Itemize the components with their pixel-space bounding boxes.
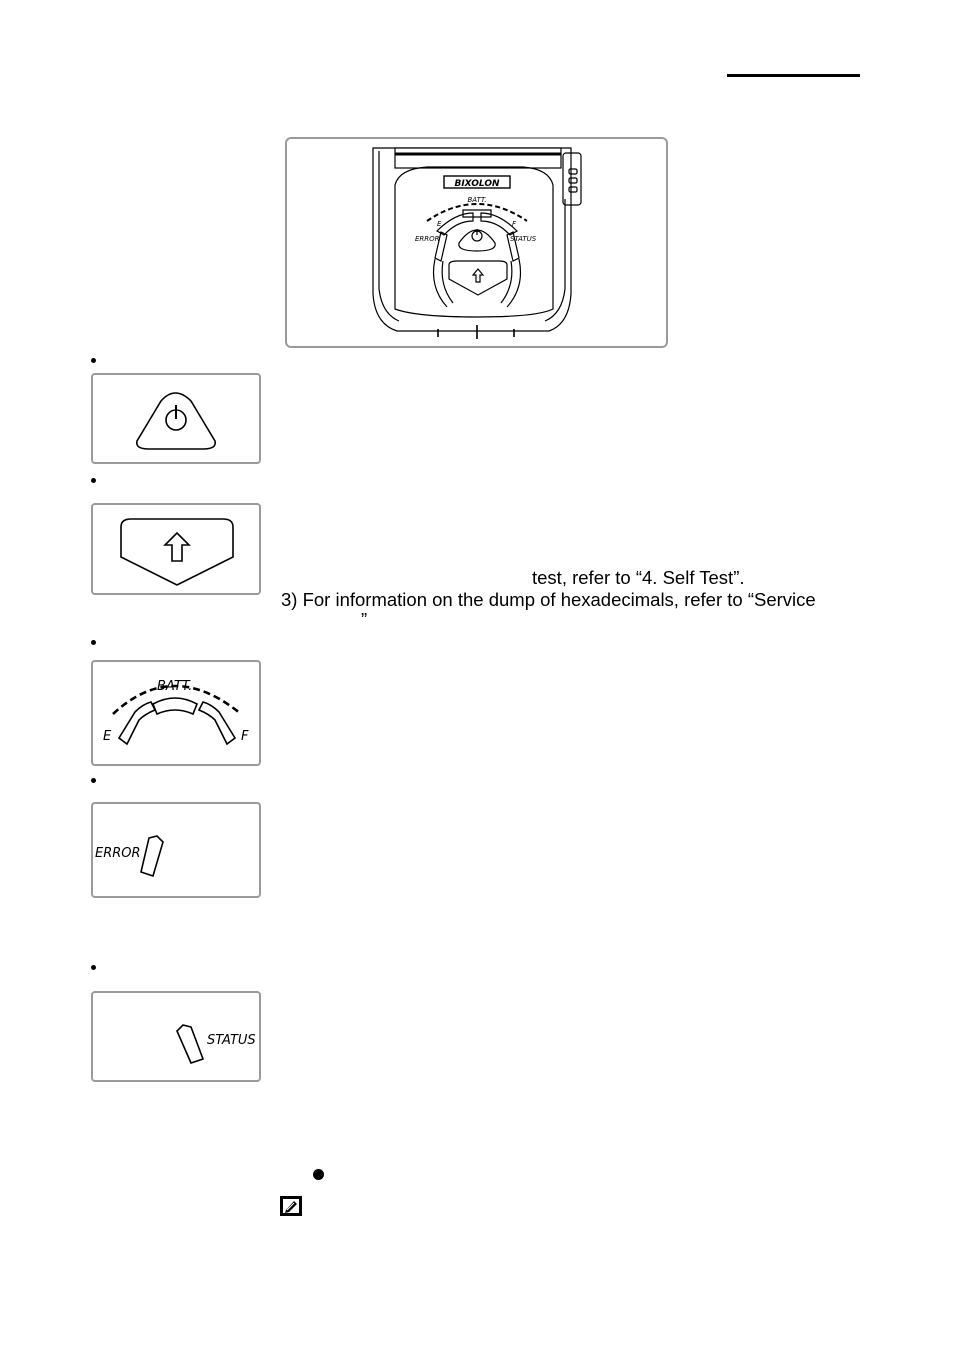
hex-dump-text: 3) For information on the dump of hexadecimals, refer to “Service <box>281 589 816 610</box>
batt-title: BATT. <box>157 679 193 694</box>
error-light-drawing <box>93 804 259 896</box>
bullet <box>91 965 96 970</box>
status-label: STATUS <box>207 1033 256 1048</box>
self-test-text: test, refer to “4. Self Test”. <box>532 567 745 588</box>
bullet <box>91 358 96 363</box>
feed-arrow-icon <box>93 505 259 593</box>
batt-label-small: BATT. <box>467 196 487 204</box>
error-indicator-panel <box>91 802 261 898</box>
bullet <box>91 778 96 783</box>
power-button-panel <box>91 373 261 464</box>
note-pencil-icon <box>280 1196 302 1216</box>
battery-indicator-panel <box>91 660 261 766</box>
error-label-small: ERROR <box>415 235 440 243</box>
bullet <box>91 640 96 645</box>
status-light-drawing <box>93 993 259 1080</box>
feed-button-panel <box>91 503 261 595</box>
printer-front-figure <box>285 137 668 348</box>
empty-label: E <box>103 729 112 744</box>
brand-logo: BIXOLON <box>454 179 500 189</box>
bullet <box>91 478 96 483</box>
closing-quote: ” <box>361 609 368 630</box>
status-label-small: STATUS <box>510 235 537 243</box>
power-icon <box>93 375 259 462</box>
full-label: F <box>241 729 249 744</box>
status-indicator-panel <box>91 991 261 1082</box>
note-bullet <box>313 1169 324 1180</box>
full-label-small: F <box>512 220 517 228</box>
empty-label-small: E <box>437 220 442 228</box>
error-label: ERROR <box>95 846 141 861</box>
printer-front-drawing <box>287 139 666 346</box>
header-rule <box>727 74 860 77</box>
battery-gauge-drawing <box>93 662 259 764</box>
